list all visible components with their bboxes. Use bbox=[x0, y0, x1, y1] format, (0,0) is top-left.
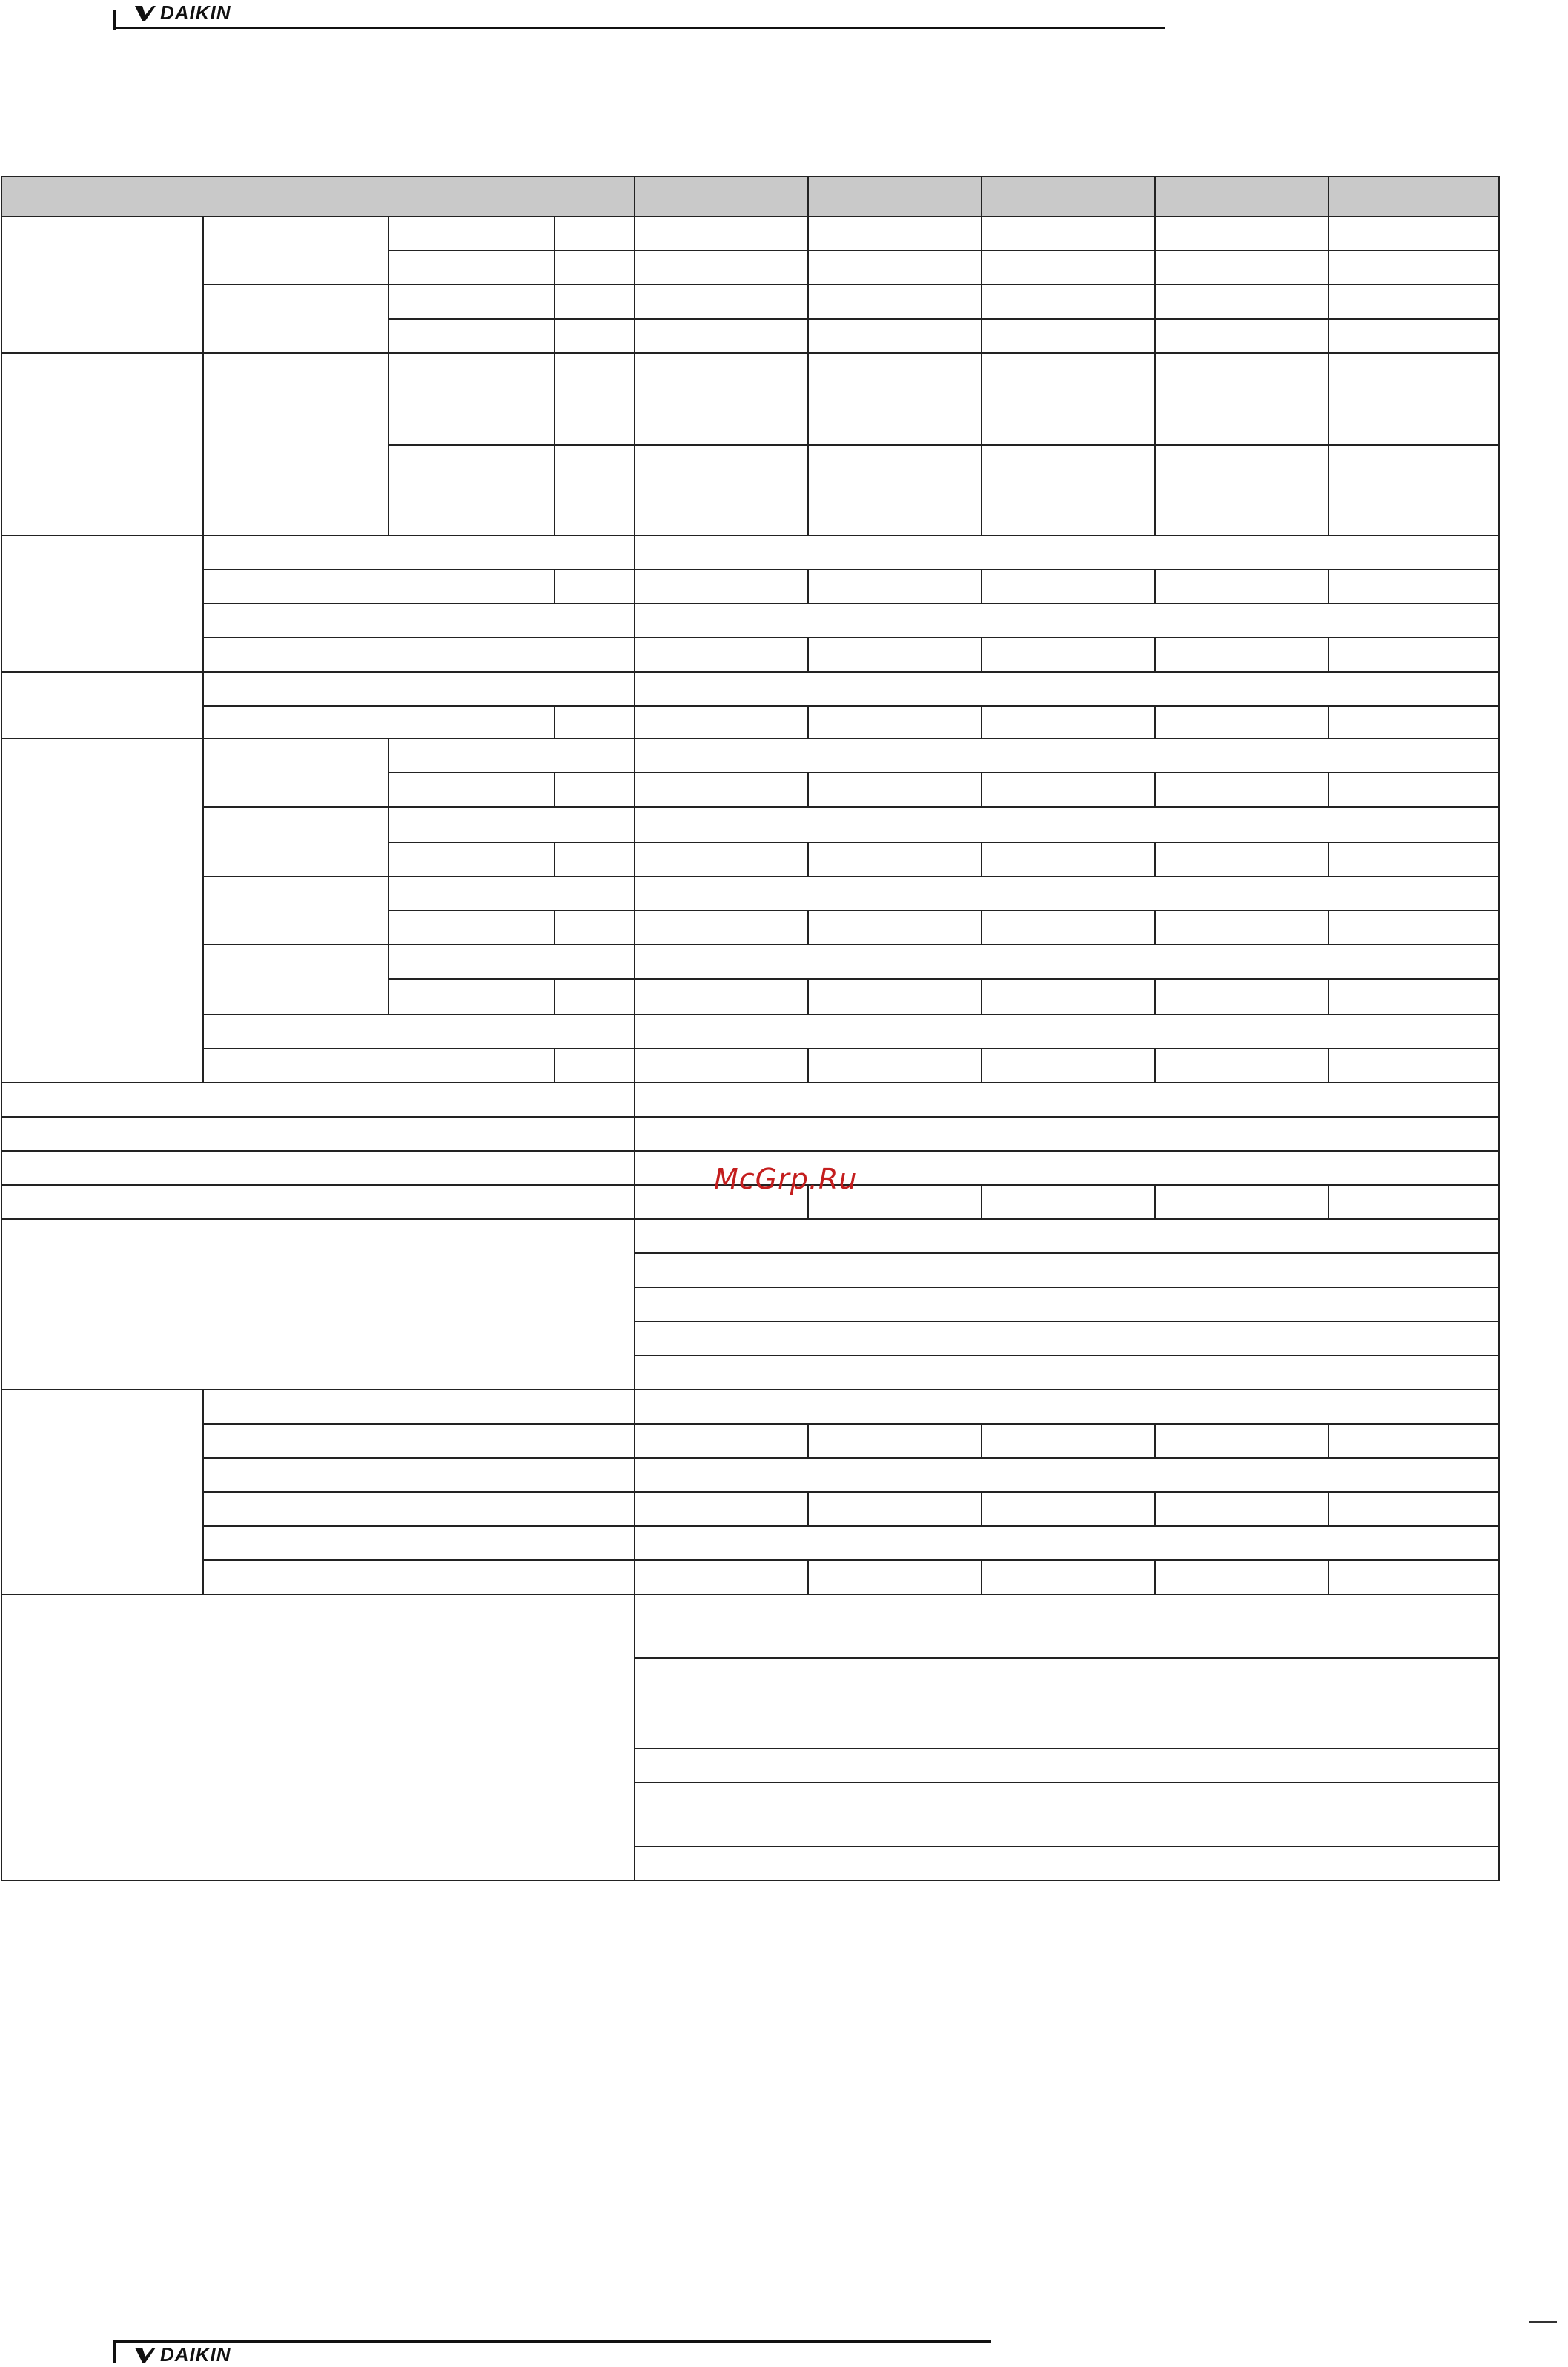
footer-logo bbox=[133, 2343, 231, 2366]
watermark-text: McGrp.Ru bbox=[714, 1163, 858, 1195]
daikin-logo-icon bbox=[133, 2346, 156, 2364]
footer-brand-text: DAIKIN bbox=[160, 2343, 231, 2366]
footer-bracket bbox=[113, 2340, 116, 2363]
table-header-band bbox=[1, 176, 1499, 217]
page-number-mark bbox=[1529, 2321, 1557, 2323]
header-brand-text: DAIKIN bbox=[160, 1, 231, 24]
footer-rule bbox=[113, 2340, 991, 2343]
